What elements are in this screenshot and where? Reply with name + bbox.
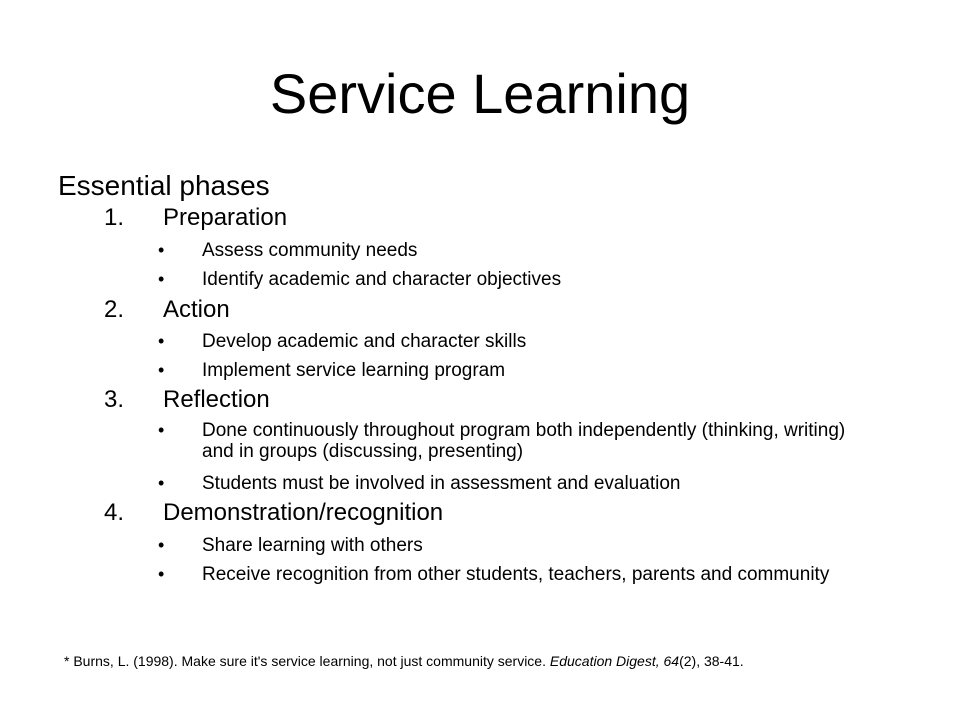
phase-number: 4. (104, 499, 125, 526)
phase-label: Preparation (163, 204, 288, 231)
citation (64, 652, 744, 670)
bullet-symbol: • (158, 331, 165, 351)
citation-text: * Burns, L. (1998). Make sure it's service learning, not just community service. (64, 653, 550, 669)
slide-title: Service Learning (269, 62, 691, 125)
bullet-text: Assess community needs (202, 240, 418, 261)
phase-number: 1. (104, 204, 125, 231)
bullet-symbol: • (158, 473, 165, 493)
citation-pages: (2), 38-41. (679, 653, 744, 669)
bullet-text: Done continuously throughout program both independently (thinking, writing) and in groups (discussing, presenting) (202, 420, 846, 462)
bullet-text: Students must be involved in assessment and evaluation (202, 473, 681, 494)
bullet-symbol: • (158, 240, 165, 260)
bullet-symbol: • (158, 360, 165, 380)
phase-label: Reflection (163, 386, 270, 413)
citation-journal: Education Digest, (549, 653, 660, 669)
bullet-text: Develop academic and character skills (202, 331, 527, 352)
bullet-symbol: • (158, 420, 165, 440)
bullet-text: Receive recognition from other students, teachers, parents and community (202, 564, 830, 585)
bullet-symbol: • (158, 269, 165, 289)
bullet-text: Share learning with others (202, 535, 423, 556)
phase-label: Demonstration/recognition (163, 499, 444, 526)
phase-number: 2. (104, 296, 125, 323)
bullet-symbol: • (158, 535, 165, 555)
slide-subtitle: Essential phases (58, 170, 270, 201)
bullet-text: Identify academic and character objectives (202, 269, 562, 290)
bullet-symbol: • (158, 564, 165, 584)
phase-number: 3. (104, 386, 125, 413)
phase-label: Action (163, 296, 230, 323)
citation-volume: 64 (663, 653, 680, 669)
bullet-text: Implement service learning program (202, 360, 506, 381)
